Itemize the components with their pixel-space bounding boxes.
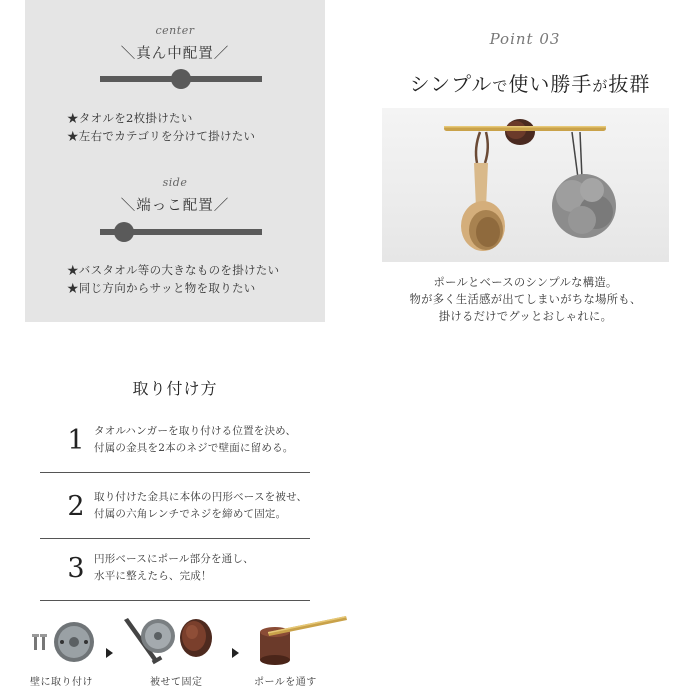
center-slider-knob [171, 69, 191, 89]
caption-cover-fix: 被せて固定 [150, 677, 203, 688]
point-title-part: シンプル [409, 72, 493, 96]
wall-mount-illustration [30, 612, 100, 668]
install-title: 取り付け方 [132, 379, 218, 398]
step-number: 3 [67, 552, 85, 584]
point-title-part: 抜群 [608, 72, 651, 96]
side-bullet: ★バスタオル等の大きなものを掛けたい [67, 263, 280, 277]
cover-fix-illustration [120, 612, 220, 670]
arrow-right-icon [232, 648, 239, 658]
point-title-part: が [592, 77, 609, 95]
caption-wall-mount: 壁に取り付け [30, 677, 93, 688]
insert-pole-illustration [250, 612, 350, 670]
install-step-1 [40, 407, 310, 473]
side-bullet: ★同じ方向からサッと物を取りたい [67, 281, 256, 295]
point-title-part: で [492, 77, 509, 95]
step-number: 1 [67, 424, 85, 456]
center-script-label: center [155, 24, 195, 37]
center-bullet: ★タオルを2枚掛けたい [67, 111, 193, 125]
point-title-part: 使い勝手 [508, 72, 593, 96]
point-desc-line: 物が多く生活感が出てしまいがちな場所も、 [409, 293, 642, 306]
install-step-3 [40, 535, 310, 601]
product-photo [382, 108, 669, 262]
side-script-label: side [162, 176, 188, 189]
install-step-2 [40, 473, 310, 539]
step-number: 2 [67, 490, 85, 522]
step-text [94, 407, 310, 473]
point-desc-line: ポールとベースのシンプルな構造。 [433, 276, 618, 289]
step-divider [40, 600, 310, 602]
step-text [94, 473, 310, 539]
side-slider-knob [114, 222, 134, 242]
step-line: 付属の六角レンチでネジを締めて固定。 [94, 508, 287, 520]
placement-panel [25, 0, 325, 322]
caption-insert-pole: ポールを通す [254, 677, 317, 688]
side-title: ＼端っこ配置／ [120, 198, 230, 214]
arrow-right-icon [106, 648, 113, 658]
step-line: 取り付けた金具に本体の円形ベースを被せ、 [94, 491, 308, 503]
side-bullets [67, 261, 279, 297]
step-line: 円形ベースにポール部分を通し、 [94, 553, 254, 565]
center-bullets [67, 109, 255, 145]
point-label: Point 03 [489, 30, 561, 48]
point-desc-line: 掛けるだけでグッとおしゃれに。 [438, 310, 613, 323]
step-line: 水平に整えたら、完成！ [94, 570, 212, 582]
point-description [382, 274, 669, 325]
point-title [385, 68, 675, 97]
step-line: 付属の金具を2本のネジで壁面に留める。 [94, 442, 294, 454]
center-bullet: ★左右でカテゴリを分けて掛けたい [67, 129, 256, 143]
step-text [94, 535, 310, 601]
step-line: タオルハンガーを取り付ける位置を決め、 [94, 425, 297, 437]
towel-bar-illustration [382, 108, 669, 262]
center-title: ＼真ん中配置／ [120, 46, 230, 62]
